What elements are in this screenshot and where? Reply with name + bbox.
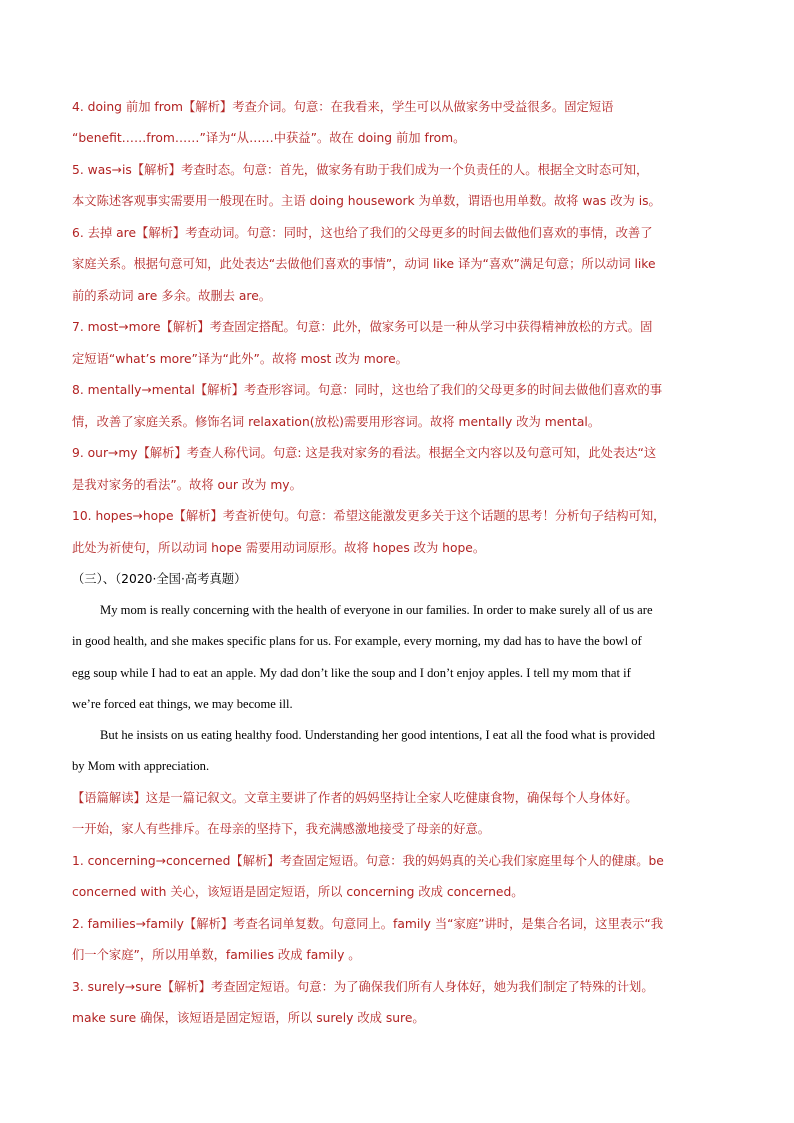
answer-7-line-1: 7. most→more【解析】考查固定搭配。句意：此外，做家务可以是一种从学习中获得精神放松的方式。固 <box>72 320 653 334</box>
answer-6-line-2: 家庭关系。根据句意可知，此处表达“去做他们喜欢的事情”，动词 like 译为“喜欢”满足句意；所以动词 like <box>72 257 656 271</box>
answer-3-line-1: 3. surely→sure【解析】考查固定短语。句意：为了确保我们所有人身体好，她为我们制定了特殊的计划。 <box>72 980 654 994</box>
passage-line-3: egg soup while I had to eat an apple. My dad don’t like the soup and I don’t enjoy apples. I tell my mom that if <box>72 666 631 680</box>
answer-2-line-1: 2. families→family【解析】考查名词单复数。句意同上。family 当“家庭”讲时，是集合名词，这里表示“我 <box>72 917 664 931</box>
answer-2-line-2: 们一个家庭”，所以用单数，families 改成 family 。 <box>72 948 361 962</box>
passage-line-6: by Mom with appreciation. <box>72 759 210 773</box>
answer-10-line-1: 10. hopes→hope【解析】考查祈使句。句意：希望这能激发更多关于这个话题的思考！分析句子结构可知， <box>72 509 666 523</box>
answer-4-line-1: 4. doing 前加 from【解析】考查介词。句意：在我看来，学生可以从做家务中受益很多。固定短语 <box>72 100 614 114</box>
answer-1-line-2: concerned with 关心，该短语是固定短语，所以 concerning 改成 concerned。 <box>72 885 524 899</box>
answer-7-line-2: 定短语“what’s more”译为“此外”。故将 most 改为 more。 <box>72 352 408 366</box>
answer-8-line-1: 8. mentally→mental【解析】考查形容词。句意：同时，这也给了我们的父母更多的时间去做他们喜欢的事 <box>72 383 663 397</box>
answer-9-line-1: 9. our→my【解析】考查人称代词。句意: 这是我对家务的看法。根据全文内容以及句意可知，此处表达“这 <box>72 446 657 460</box>
answer-8-line-2: 情，改善了家庭关系。修饰名词 relaxation(放松)需要用形容词。故将 mentally 改为 mental。 <box>72 415 601 429</box>
answer-6-line-3: 前的系动词 are 多余。故删去 are。 <box>72 289 272 303</box>
answer-4-line-2: “benefit……from……”译为“从……中获益”。故在 doing 前加 from。 <box>72 131 466 145</box>
answer-6-line-1: 6. 去掉 are【解析】考查动词。句意：同时，这也给了我们的父母更多的时间去做他们喜欢的事情，改善了 <box>72 226 653 240</box>
passage-line-5: But he insists on us eating healthy food. Understanding her good intentions, I eat all the food what is provided <box>100 728 656 742</box>
discourse-reading-line-1: 【语篇解读】这是一篇记叙文。文章主要讲了作者的妈妈坚持让全家人吃健康食物，确保每个人身体好。 <box>72 791 638 805</box>
passage-line-1: My mom is really concerning with the health of everyone in our families. In order to make surely all of us are <box>100 603 653 617</box>
answer-5-line-1: 5. was→is【解析】考查时态。句意：首先，做家务有助于我们成为一个负责任的人。根据全文时态可知， <box>72 163 649 177</box>
answer-5-line-2: 本文陈述客观事实需要用一般现在时。主语 doing housework 为单数，谓语也用单数。故将 was 改为 is。 <box>72 194 661 208</box>
passage-line-4: we’re forced eat things, we may become ill. <box>72 697 293 711</box>
discourse-reading-line-2: 一开始，家人有些排斥。在母亲的坚持下，我充满感激地接受了母亲的好意。 <box>72 822 491 836</box>
passage-line-2: in good health, and she makes specific plans for us. For example, every morning, my dad has to have the bowl of <box>72 634 642 648</box>
answer-1-line-1: 1. concerning→concerned【解析】考查固定短语。句意：我的妈妈真的关心我们家庭里每个人的健康。be <box>72 854 664 868</box>
answer-3-line-2: make sure 确保，该短语是固定短语，所以 surely 改成 sure。 <box>72 1011 425 1025</box>
section-heading: （三）、（2020·全国·高考真题） <box>72 572 247 586</box>
answer-10-line-2: 此处为祈使句，所以动词 hope 需要用动词原形。故将 hopes 改为 hope。 <box>72 541 486 555</box>
answer-9-line-2: 是我对家务的看法”。故将 our 改为 my。 <box>72 478 302 492</box>
